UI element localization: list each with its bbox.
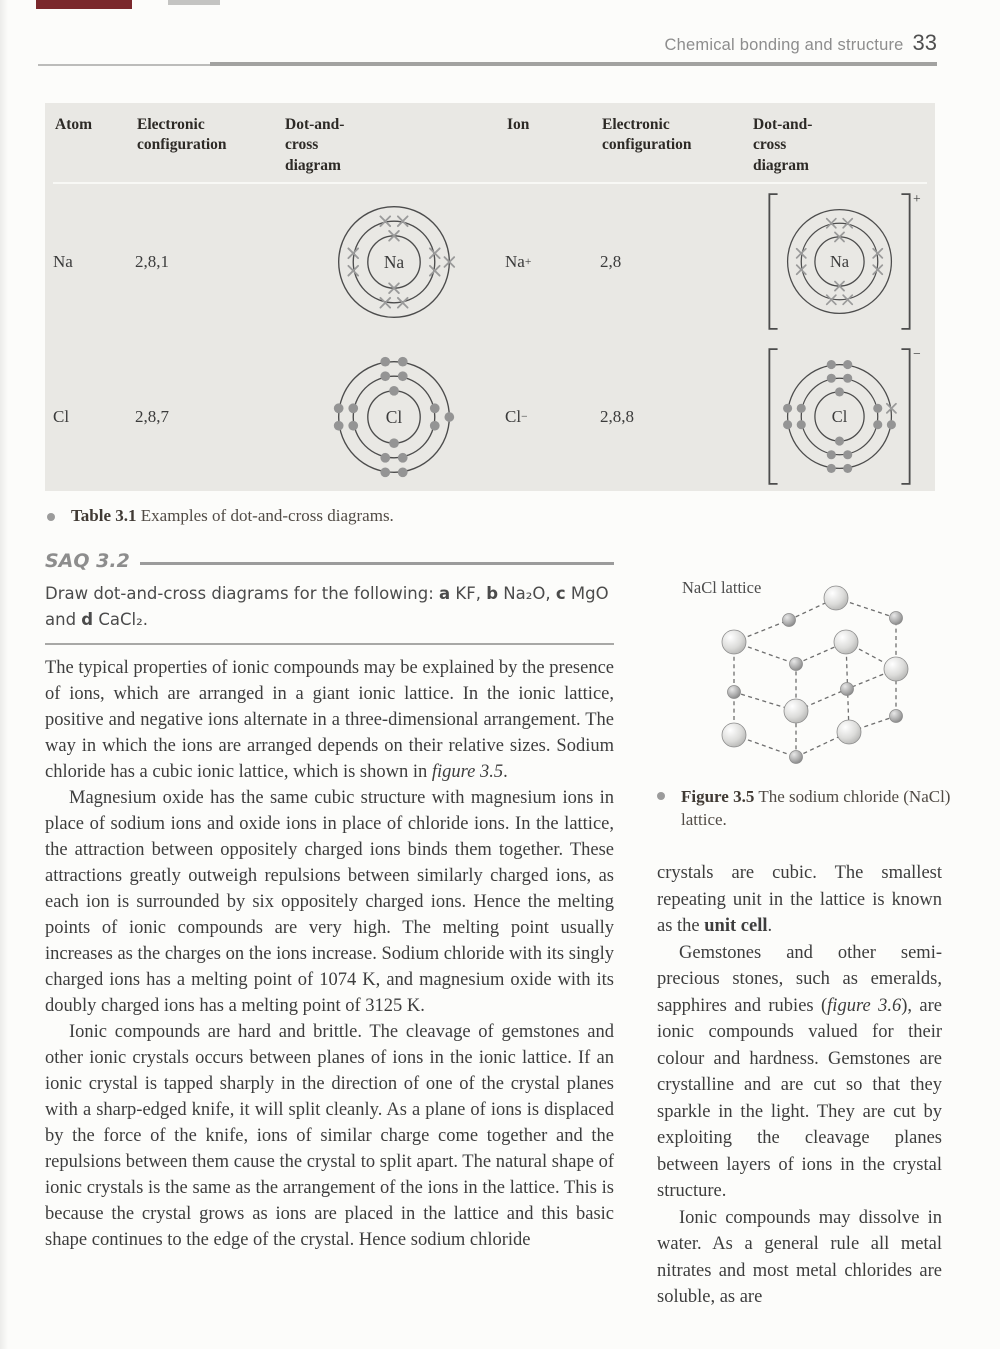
chapter-title: Chemical bonding and structure	[664, 36, 904, 54]
lattice-edges	[734, 598, 896, 757]
col-header-atom: Atom	[53, 103, 135, 184]
figure-label: NaCl lattice	[682, 578, 762, 597]
caption-bullet-icon	[657, 792, 665, 800]
svg-text:Cl: Cl	[385, 406, 403, 427]
figure-ref: figure 3.5	[431, 762, 504, 782]
paragraph-dissolve: Ionic compounds may dissolve in water. As a general rule all metal nitrates and most metal chlorides are soluble, as are	[657, 1207, 942, 1307]
unit-cell-term: unit cell	[704, 916, 768, 936]
page-edge-gray-mark	[168, 0, 220, 5]
table-row-na	[53, 184, 927, 339]
table-caption	[45, 506, 691, 526]
cell-atom-symbol: Cl	[53, 406, 70, 426]
table-row-cl	[53, 339, 927, 494]
cell-atom-config: 2,8,1	[135, 251, 169, 271]
na-atom-diagram	[283, 184, 505, 339]
header-rule-dark	[210, 62, 937, 66]
table-caption-text: Examples of dot-and-cross diagrams.	[140, 506, 394, 525]
figure-ref: figure 3.6	[827, 995, 902, 1016]
svg-text:Na: Na	[383, 251, 405, 272]
svg-text:−: −	[913, 346, 921, 362]
saq-title: SAQ 3.2	[45, 550, 130, 572]
paragraph-magnesium-oxide: Magnesium oxide has the same cubic structure with magnesium ions in place of sodium ions and oxide ions in place of chloride ions. In the lattice, the attraction between oppositely charged ions binds them together. These attractions greatly outweigh repulsions between similarly charged ions, as each ion is surrounded by six oppositely charged ions. Hence the melting points of ionic compounds are very high. The melting point usually increases as the charges on the ions increase. Sodium chloride with its singly charged ions has a melting point of 1074 K, and magnesium oxide with its doubly charged ions has a melting point of 3125 K.	[45, 788, 614, 1016]
right-text-column	[657, 860, 942, 1311]
figure-caption	[655, 785, 969, 831]
table-caption-label: Table 3.1	[71, 506, 137, 525]
cell-ion-config: 2,8,8	[600, 406, 634, 426]
figure-caption-label: Figure 3.5	[681, 787, 755, 806]
table-header-row	[53, 103, 927, 184]
na-ion-diagram	[751, 184, 928, 339]
paragraph-hard-brittle: Ionic compounds are hard and brittle. The cleavage of gemstones and other ionic crystals occurs between planes of ions in the ionic lattice. If an ionic crystal is tapped sharply in the direction of one of the crystal planes with a sharp-edged knife, it will split cleanly. As a plane of ions is displaced by the force of the knife, ions of similar charge come together and the repulsions between them cause the crystal to split apart. The natural shape of ionic crystals is the same as the arrangement of the ions in the lattice. This is because the crystal grows as ions are placed in the lattice and this basic shape continues to the edge of the crystal. Hence sodium chloride	[45, 1022, 614, 1250]
col-header-electronic-configuration: Electronic configuration	[135, 103, 283, 184]
figure-3-5	[652, 566, 952, 788]
col-header-dot-and-cross: Dot-and-cross diagram	[283, 103, 505, 184]
saq-title-rule	[140, 562, 614, 565]
saq-question: Draw dot-and-cross diagrams for the following: a KF, b Na₂O, c MgO and d CaCl₂.	[45, 584, 609, 629]
paragraph-gemstones: Gemstones and other semi-precious stones, such as emeralds, sapphires and rubies (figure 3.6), are ionic compounds valued for their colour and hardness. Gemstones are crystalline and are cut so that they sparkle in the light. They are cut by exploiting the cleavage planes between layers of ions in the crystal structure.	[657, 942, 942, 1201]
saq-box	[45, 550, 614, 645]
cell-ion-config: 2,8	[600, 251, 622, 271]
left-text-column	[45, 655, 614, 1253]
cell-atom-symbol: Na	[53, 251, 73, 271]
paragraph-unit-cell: crystals are cubic. The smallest repeating unit in the lattice is known as the unit cell.	[657, 863, 942, 936]
cl-ion-diagram	[751, 339, 928, 494]
svg-text:+: +	[913, 191, 921, 207]
paragraph-ionic-lattice: The typical properties of ionic compounds may be explained by the presence of ions, which are arranged in a giant ionic lattice. In the ionic lattice, positive and negative ions alternate in a three-dimensional arrangement. The way in which the ions are arranged depends on their relative sizes. Sodium chloride has a cubic ionic lattice, which is shown in figure 3.5.	[45, 658, 614, 782]
cell-ion-symbol: Cl −	[505, 406, 528, 426]
col-header-electronic-configuration-2: Electronic configuration	[600, 103, 751, 184]
page-number: 33	[912, 30, 937, 55]
table-3-1	[45, 103, 935, 491]
figure-caption-text: The sodium chloride (NaCl) lattice.	[681, 787, 951, 829]
col-header-dot-and-cross-2: Dot-and-cross diagram	[751, 103, 927, 184]
saq-bottom-rule	[45, 643, 614, 645]
cl-atom-diagram	[283, 339, 505, 494]
nacl-lattice-diagram	[654, 570, 950, 790]
saq-title-row	[45, 550, 614, 572]
svg-text:Cl: Cl	[831, 407, 848, 427]
svg-text:Na: Na	[829, 252, 850, 272]
caption-bullet-icon	[47, 513, 55, 521]
cell-atom-config: 2,8,7	[135, 406, 169, 426]
running-header	[0, 30, 937, 56]
cell-ion-symbol: Na +	[505, 251, 532, 271]
page-edge-red-tab	[36, 0, 132, 9]
col-header-ion: Ion	[505, 103, 600, 184]
